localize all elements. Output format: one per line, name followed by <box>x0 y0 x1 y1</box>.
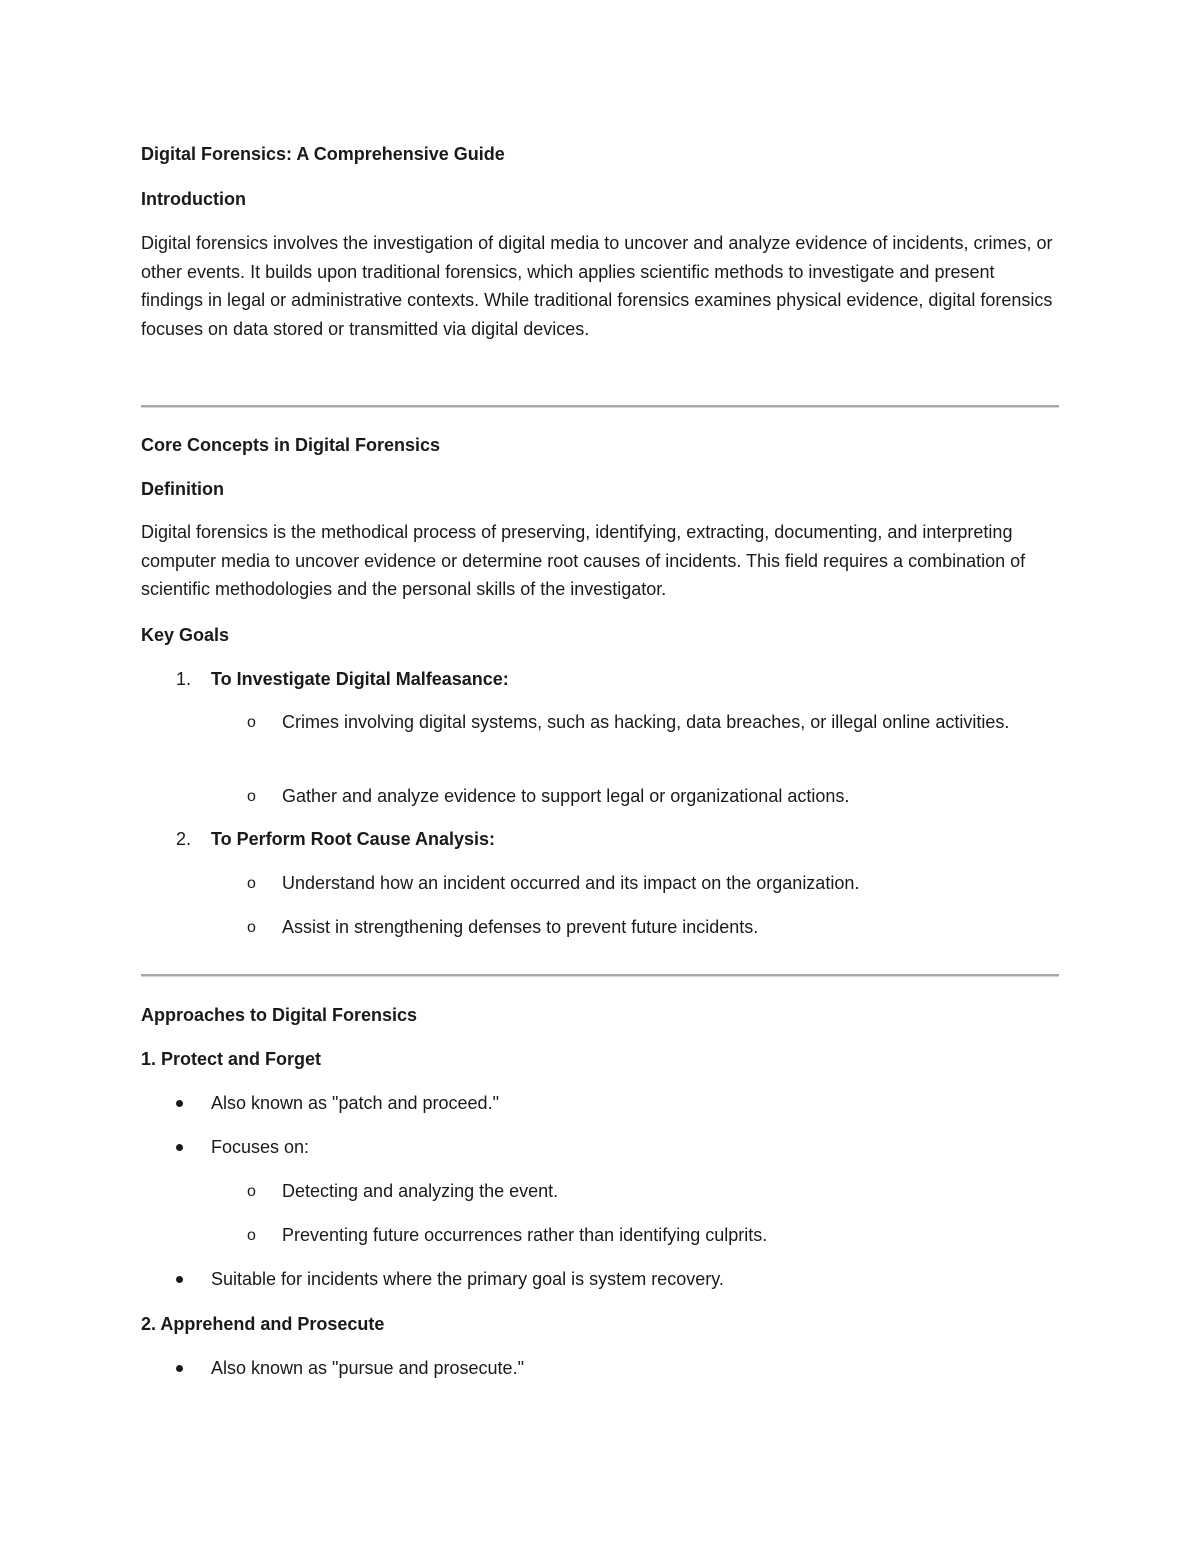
intro-heading: Introduction <box>141 189 246 209</box>
bullet-item: Also known as "pursue and prosecute." <box>211 1358 524 1378</box>
definition-paragraph: Digital forensics is the methodical process of preserving, identifying, extracting, documenting, and interpreting computer media to uncover evidence or determine root causes of incidents. This field requires a combination of scientific methodologies and the personal skills of the investigator. <box>141 522 1026 599</box>
sub-bullet-marker: o <box>247 1183 256 1200</box>
sub-bullet-marker: o <box>247 788 256 805</box>
approaches-heading: Approaches to Digital Forensics <box>141 1005 418 1025</box>
goal-number: 2. <box>176 829 192 849</box>
bullet-marker <box>176 1365 183 1372</box>
goal-number: 1. <box>176 669 192 689</box>
goal-sub-item: Assist in strengthening defenses to prevent future incidents. <box>282 917 759 937</box>
goal-sub-item: Understand how an incident occurred and its impact on the organization. <box>282 873 860 893</box>
goal-sub-item: Crimes involving digital systems, such as hacking, data breaches, or illegal online activities. <box>282 712 1010 732</box>
sub-bullet-item: Preventing future occurrences rather than identifying culprits. <box>282 1225 768 1245</box>
core-heading: Core Concepts in Digital Forensics <box>141 435 441 455</box>
bullet-marker <box>176 1276 183 1283</box>
protect-heading: 1. Protect and Forget <box>141 1049 322 1069</box>
key-goals-heading: Key Goals <box>141 625 230 645</box>
document-title: Digital Forensics: A Comprehensive Guide <box>141 144 505 164</box>
sub-bullet-marker: o <box>247 875 256 892</box>
sub-bullet-marker: o <box>247 1227 256 1244</box>
sub-bullet-item: Detecting and analyzing the event. <box>282 1181 559 1201</box>
definition-heading: Definition <box>141 479 224 499</box>
sub-bullet-marker: o <box>247 714 256 731</box>
section-divider <box>141 405 1059 408</box>
bullet-marker <box>176 1144 183 1151</box>
section-divider <box>141 974 1059 977</box>
goal-sub-item: Gather and analyze evidence to support legal or organizational actions. <box>282 786 850 806</box>
goal-title: To Perform Root Cause Analysis: <box>211 829 496 849</box>
bullet-item: Focuses on: <box>211 1137 310 1157</box>
bullet-item: Also known as "patch and proceed." <box>211 1093 499 1113</box>
intro-paragraph: Digital forensics involves the investigation of digital media to uncover and analyze evidence of incidents, crimes, or other events. It builds upon traditional forensics, which applies scientific methods to investigate and present findings in legal or administrative contexts. While traditional forensics examines physical evidence, digital forensics focuses on data stored or transmitted via digital devices. <box>141 233 1053 339</box>
apprehend-heading: 2. Apprehend and Prosecute <box>141 1314 385 1334</box>
bullet-item: Suitable for incidents where the primary goal is system recovery. <box>211 1269 724 1289</box>
sub-bullet-marker: o <box>247 919 256 936</box>
goal-title: To Investigate Digital Malfeasance: <box>211 669 509 689</box>
bullet-marker <box>176 1100 183 1107</box>
